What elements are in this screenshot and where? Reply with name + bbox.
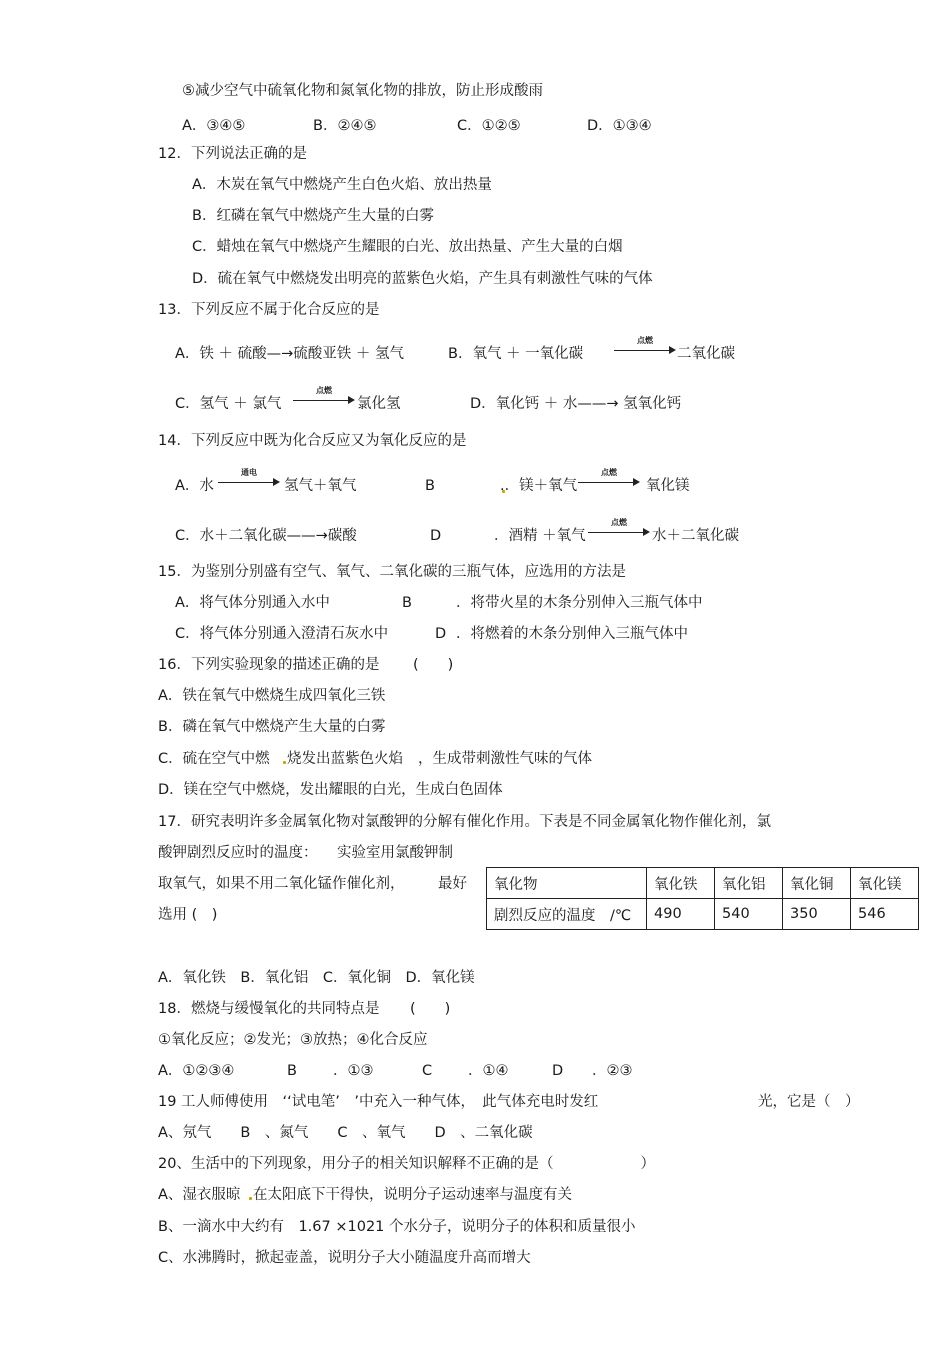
q11-choice-b: B．②④⑤ <box>313 118 377 134</box>
q14-a-condition: 通电 <box>241 468 257 477</box>
table-header-row <box>487 868 919 899</box>
q15-choice-a: A．将气体分别通入水中 <box>175 595 330 611</box>
oxide-temperature-table <box>486 867 919 930</box>
q19-stem-part2: 光，它是（ ） <box>758 1094 860 1110</box>
q14-choice-d-products: 水＋二氧化碳 <box>652 528 739 544</box>
q17-stem-line1: 17．研究表明许多金属氧化物对氯酸钾的分解有催化作用。下表是不同金属氧化物作催化剂，氯 <box>158 814 771 830</box>
q13-choice-c-reactants: C．氢气 ＋ 氯气 <box>175 396 282 412</box>
table-header-cell: 氧化物 <box>487 868 647 899</box>
q18-choice-b-letter: B <box>287 1063 297 1079</box>
q16-choice-c-part2: 烧发出蓝紫色火焰 <box>287 751 403 767</box>
q15-choice-b-letter: B <box>402 595 412 611</box>
q12-choice-a: A．木炭在氧气中燃烧产生白色火焰、放出热量 <box>192 177 492 193</box>
q16-choice-a: A．铁在氧气中燃烧生成四氧化三铁 <box>158 688 386 704</box>
q18-choice-b: ．①③ <box>333 1063 374 1079</box>
table-header-cell: 氧化铜 <box>783 868 851 899</box>
q14-b-reaction-arrow <box>578 468 640 490</box>
q12-choice-b: B．红磷在氧气中燃烧产生大量的白雾 <box>192 208 434 224</box>
q14-choice-d-letter: D <box>430 528 442 544</box>
q12-stem: 12．下列说法正确的是 <box>158 146 307 162</box>
q13-choice-d: D．氧化钙 ＋ 水——→ 氢氧化钙 <box>470 396 682 412</box>
q20-stem: 20、生活中的下列现象，用分子的相关知识解释不正确的是（ ） <box>158 1156 655 1172</box>
q17-stem-line3b: 最好 <box>438 876 467 892</box>
q16-choice-c-part1: C．硫在空气中燃 <box>158 751 270 767</box>
q16-answer-paren: ( ) <box>413 657 454 673</box>
q18-choice-c: ．①④ <box>468 1063 509 1079</box>
q14-stem: 14．下列反应中既为化合反应又为氧化反应的是 <box>158 433 467 449</box>
q14-choice-b-product: 氧化镁 <box>646 478 690 494</box>
table-row <box>487 899 919 930</box>
table-cell: 546 <box>851 899 919 930</box>
q17-stem-line3a: 取氧气，如果不用二氧化锰作催化剂， <box>158 876 405 892</box>
q14-a-reaction-arrow <box>218 468 280 490</box>
q14-choice-b-letter: B <box>425 478 435 494</box>
q18-choice-a: A．①②③④ <box>158 1063 235 1079</box>
q12-choice-d: D．硫在氧气中燃烧发出明亮的蓝紫色火焰，产生具有刺激性气味的气体 <box>192 271 653 287</box>
q14-d-reaction-arrow <box>588 518 650 540</box>
q12-choice-c: C．蜡烛在氧气中燃烧产生耀眼的白光、放出热量、产生大量的白烟 <box>192 239 623 255</box>
table-cell: 490 <box>647 899 715 930</box>
q13-choice-b-product: 二氧化碳 <box>677 346 735 362</box>
q16-choice-d: D．镁在空气中燃烧，发出耀眼的白光，生成白色固体 <box>158 782 503 798</box>
q19-choices: A、氖气 B 、氮气 C 、氧气 D 、二氧化碳 <box>158 1125 533 1141</box>
q15-choice-d: ．将燃着的木条分别伸入三瓶气体中 <box>456 626 688 642</box>
q15-stem: 15．为鉴别分别盛有空气、氧气、二氧化碳的三瓶气体，应选用的方法是 <box>158 564 626 580</box>
q14-choice-a-products: 氢气＋氧气 <box>284 478 357 494</box>
q20-choice-a-part1: A、湿衣服晾 <box>158 1187 241 1203</box>
q13-stem: 13．下列反应不属于化合反应的是 <box>158 302 380 318</box>
q11-choice-d: D．①③④ <box>587 118 652 134</box>
q14-choice-b-reactants: .．镁＋氧气 <box>500 478 578 494</box>
arrow-head-icon <box>643 528 650 536</box>
table-cell: 剧烈反应的温度 /℃ <box>487 899 647 930</box>
q14-choice-c: C．水＋二氧化碳——→碳酸 <box>175 528 357 544</box>
q13-choice-c-product: 氯化氢 <box>357 396 401 412</box>
q14-b-condition: 点燃 <box>601 468 617 477</box>
q13-c-condition: 点燃 <box>316 386 332 395</box>
table-header-cell: 氧化铁 <box>647 868 715 899</box>
q15-choice-d-letter: D <box>435 626 447 642</box>
q14-choice-d-reactants: ．酒精 ＋氧气 <box>494 528 586 544</box>
q17-stem-line4: 选用 ( ) <box>158 907 218 923</box>
q16-stem: 16．下列实验现象的描述正确的是 <box>158 657 380 673</box>
q16-choice-b: B．磷在氧气中燃烧产生大量的白雾 <box>158 719 386 735</box>
q18-stem: 18．燃烧与缓慢氧化的共同特点是 <box>158 1001 380 1017</box>
q15-choice-b: ．将带火星的木条分别伸入三瓶气体中 <box>456 595 703 611</box>
q18-choice-d-letter: D <box>552 1063 564 1079</box>
arrow-head-icon <box>669 346 676 354</box>
q20-choice-a-part2: 在太阳底下干得快，说明分子运动速率与温度有关 <box>253 1187 572 1203</box>
q13-choice-a: A．铁 ＋ 硫酸—→硫酸亚铁 ＋ 氢气 <box>175 346 405 362</box>
arrow-head-icon <box>633 478 640 486</box>
q11-item-5: ⑤减少空气中硫氧化物和氮氧化物的排放，防止形成酸雨 <box>182 83 543 99</box>
q16-choice-c-part3: ，生成带刺激性气味的气体 <box>418 751 592 767</box>
arrow-head-icon <box>348 396 355 404</box>
q20-choice-b: B、一滴水中大约有 1.67 ×1021 个水分子，说明分子的体积和质量很小 <box>158 1219 636 1235</box>
q14-d-condition: 点燃 <box>611 518 627 527</box>
q14-choice-a-reactant: A．水 <box>175 478 214 494</box>
q18-choice-c-letter: C <box>422 1063 433 1079</box>
q20-choice-c: C、水沸腾时，掀起壶盖，说明分子大小随温度升高而增大 <box>158 1250 531 1266</box>
q15-choice-c: C．将气体分别通入澄清石灰水中 <box>175 626 389 642</box>
q13-b-condition: 点燃 <box>637 336 653 345</box>
q13-choice-b-reactants: B．氧气 ＋ 一氧化碳 <box>448 346 584 362</box>
q11-choice-a: A．③④⑤ <box>182 118 246 134</box>
q18-choice-d: ．②③ <box>592 1063 633 1079</box>
table-header-cell: 氧化铝 <box>715 868 783 899</box>
q17-stem-line2a: 酸钾剧烈反应时的温度： <box>158 845 318 861</box>
q17-choices: A．氧化铁 B．氧化铝 C．氧化铜 D．氧化镁 <box>158 970 475 986</box>
table-cell: 540 <box>715 899 783 930</box>
q11-choice-c: C．①②⑤ <box>457 118 521 134</box>
arrow-head-icon <box>273 478 280 486</box>
q19-stem-part1: 19 工人师傅使用 ‘‘试电笔’ ’中充入一种气体， 此气体充电时发红 <box>158 1094 599 1110</box>
q17-stem-line2b: 实验室用氯酸钾制 <box>337 845 453 861</box>
q18-items: ①氧化反应；②发光；③放热；④化合反应 <box>158 1032 428 1048</box>
table-header-cell: 氧化镁 <box>851 868 919 899</box>
q13-c-reaction-arrow <box>293 386 355 408</box>
q18-answer-paren: ( ) <box>410 1001 451 1017</box>
q13-b-reaction-arrow <box>614 336 676 358</box>
table-cell: 350 <box>783 899 851 930</box>
